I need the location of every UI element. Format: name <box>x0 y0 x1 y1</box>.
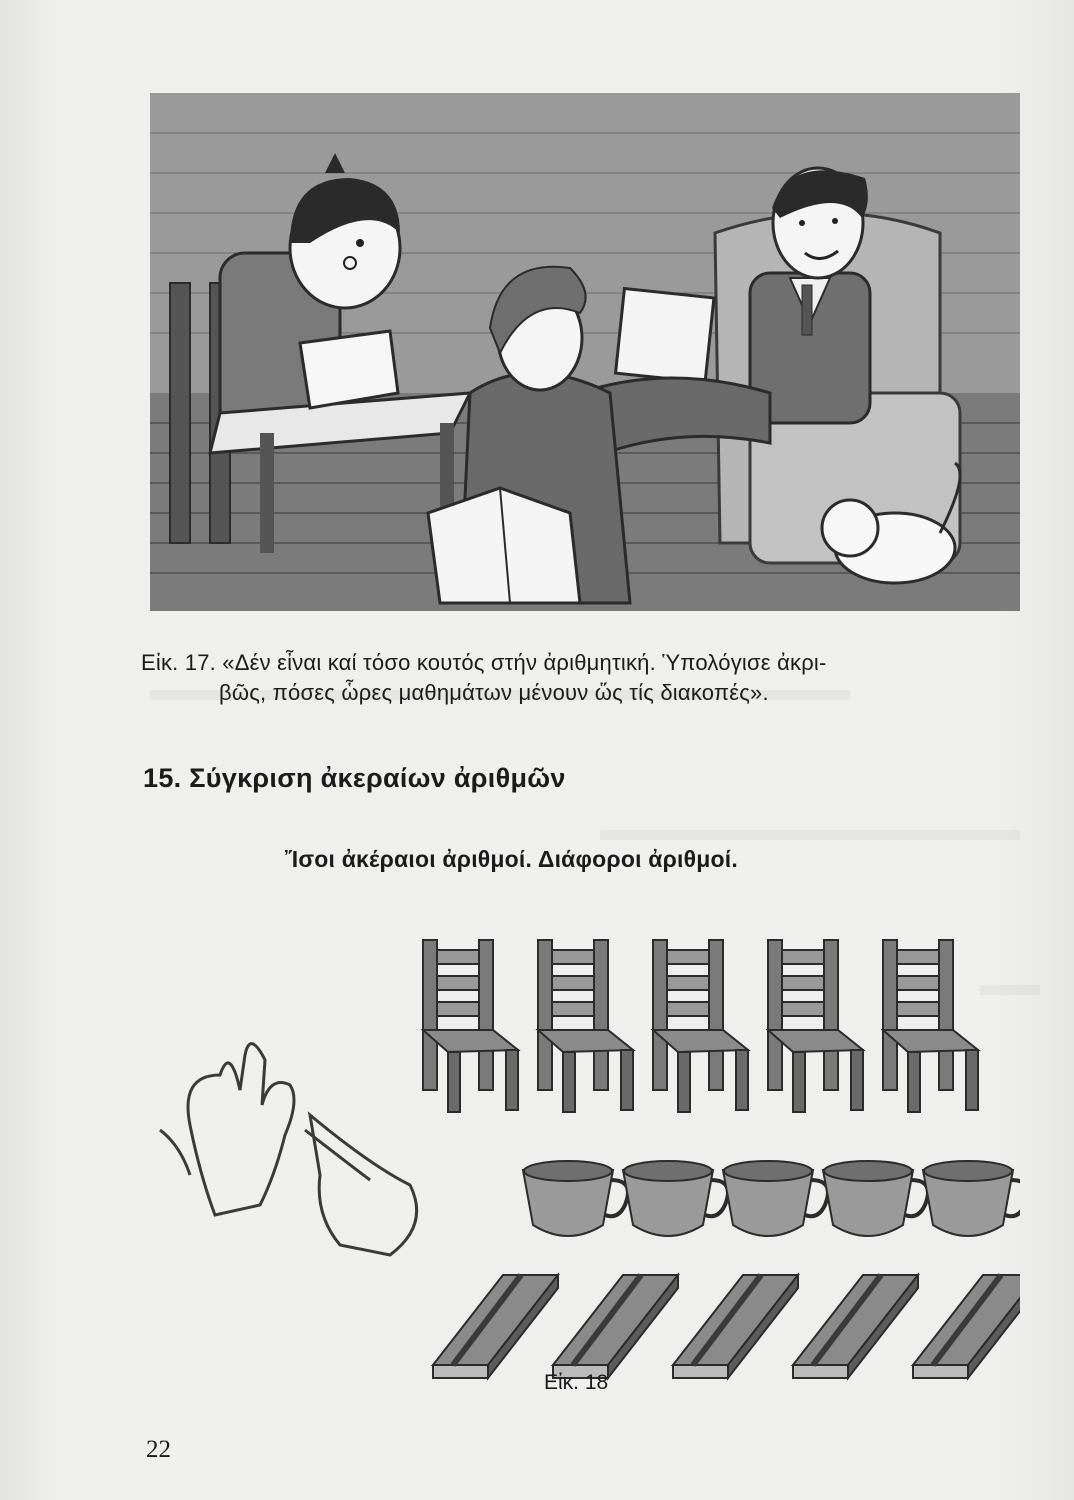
cup-icon <box>923 1161 1020 1236</box>
bleed-through <box>600 830 1020 840</box>
page-number: 22 <box>146 1436 171 1463</box>
book-row <box>433 1275 1020 1378</box>
chair-icon <box>538 940 633 1112</box>
cup-icon <box>523 1161 628 1236</box>
figure-17-illustration <box>150 93 1020 611</box>
cup-icon <box>823 1161 928 1236</box>
hands-counting-icon <box>160 1044 417 1255</box>
caption-line: βῶς, πόσες ὧρες μαθημάτων μένουν ὥς τίς διακοπές». <box>219 680 769 705</box>
book-icon <box>553 1275 678 1378</box>
section-title: 15. Σύγκριση ἀκεραίων ἀριθμῶν <box>143 763 566 793</box>
book-icon <box>433 1275 558 1378</box>
chair-icon <box>423 940 518 1112</box>
book-icon <box>913 1275 1020 1378</box>
chair-icon <box>883 940 978 1112</box>
chair-row <box>423 940 978 1112</box>
chair-icon <box>768 940 863 1112</box>
caption-line: Εἰκ. 17. «Δέν εἶναι καί τόσο κουτός στήν ἀριθμητική. Ὑπολόγισε ἀκρι- <box>141 650 827 675</box>
figure-17-caption <box>141 648 1021 708</box>
subheading: Ἴσοι ἀκέραιοι ἀριθμοί. Διάφοροι ἀριθμοί. <box>285 846 738 872</box>
book-icon <box>673 1275 798 1378</box>
chair-icon <box>653 940 748 1112</box>
figure-18-caption: Εἰκ. 18 <box>544 1371 609 1394</box>
cup-icon <box>723 1161 828 1236</box>
cup-icon <box>623 1161 728 1236</box>
cup-row <box>523 1161 1020 1236</box>
book-icon <box>793 1275 918 1378</box>
figure-18-illustration <box>140 925 1020 1395</box>
